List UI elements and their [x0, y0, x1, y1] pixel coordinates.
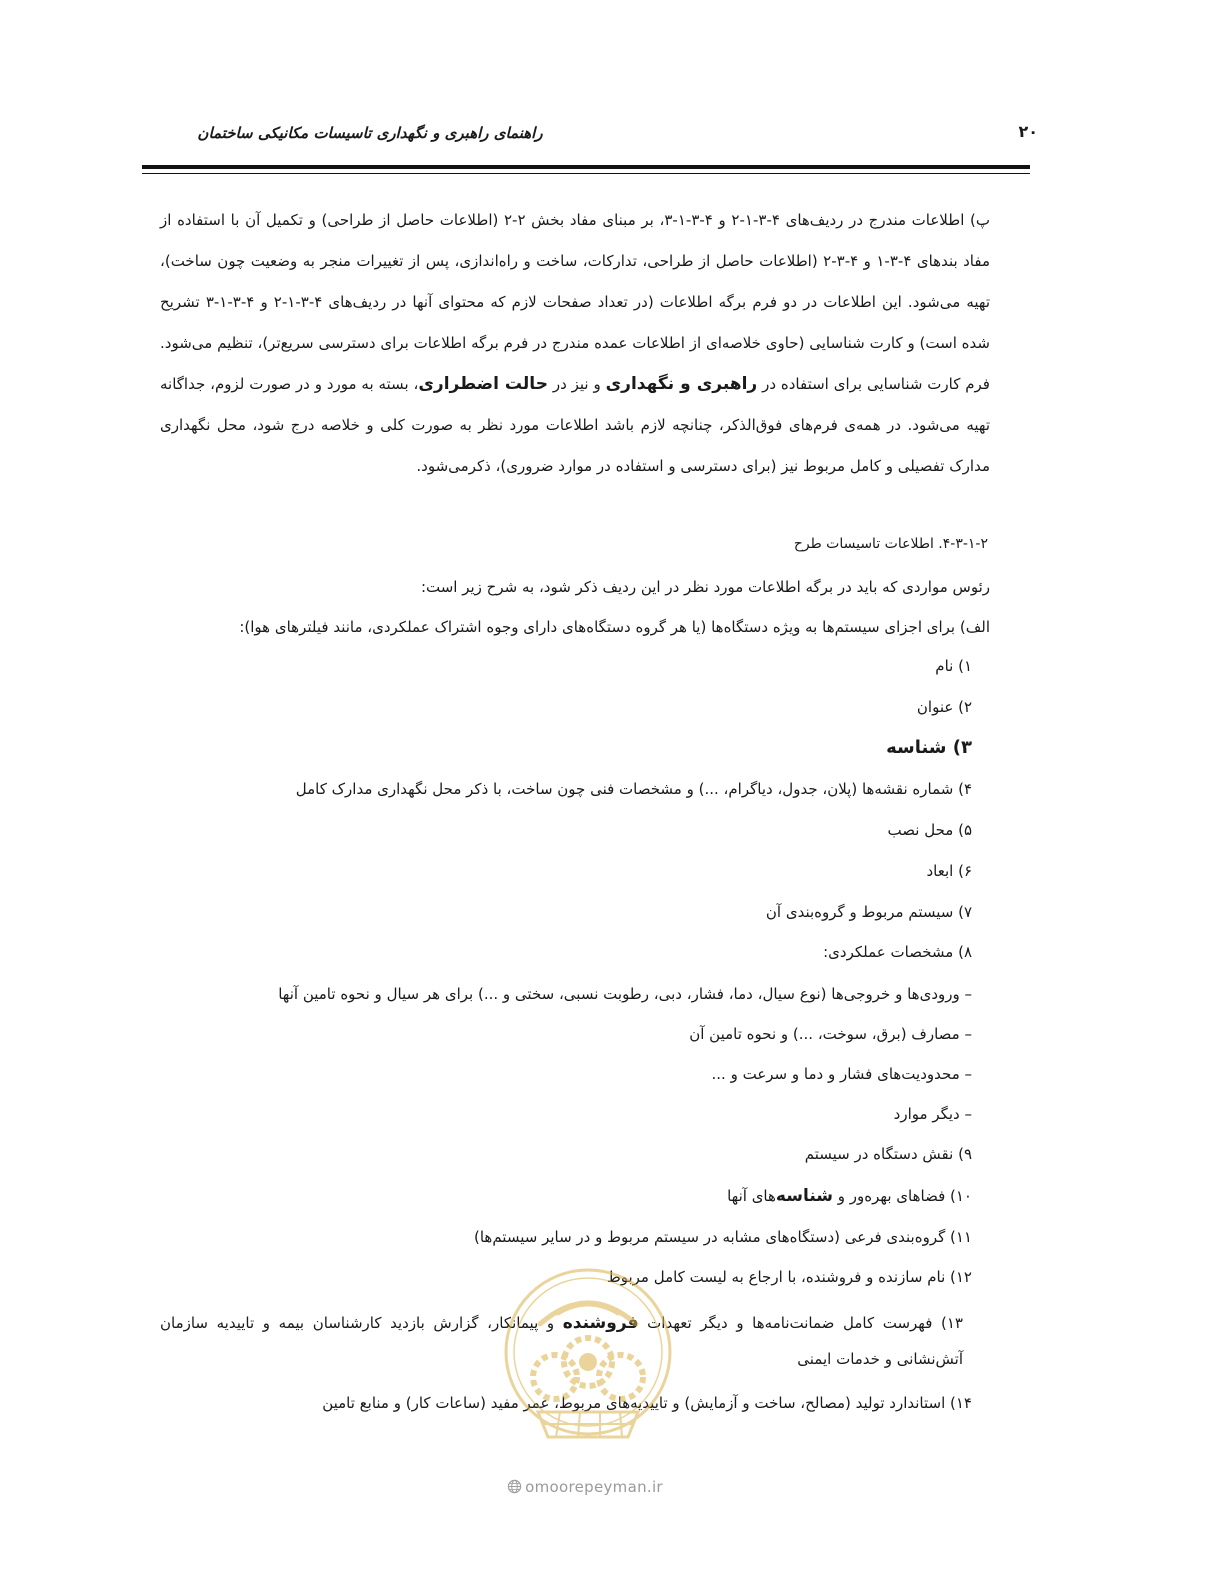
list-item-13-text-a: ۱۳) فهرست کامل ضمانت‌نامه‌ها و دیگر تعهدات [647, 1314, 963, 1332]
list-item-2: ۲) عنوان [916, 698, 972, 716]
body-paragraph [160, 200, 990, 487]
list-item-a: الف) برای اجزای سیستم‌ها به ویژه دستگاه‌ها (یا هر گروه دستگاه‌های دارای وجوه اشتراک عملکردی، مانند فیلترهای هوا): [239, 618, 990, 636]
paragraph-text-2: و نیز در [552, 375, 601, 393]
list-item-13-bold: فروشنده [562, 1313, 639, 1333]
sub-item-limits: – محدودیت‌های فشار و دما و سرعت و ... [711, 1065, 972, 1083]
list-item-8: ۸) مشخصات عملکردی: [823, 943, 972, 961]
list-item-10 [727, 1186, 972, 1206]
globe-icon [507, 1479, 522, 1494]
paragraph-text-3: ، بسته به مورد و در صورت لزوم، جداگانه تهیه می‌شود. در همه‌ی فرم‌های فوق‌الذکر، چنانچه لازم باشد اطلاعات مورد نظر به صورت کلی و خلاصه درج شود، محل نگهداری مدارک تفصیلی و کامل مربوط نیز (برای دسترسی و استفاده در موارد ضروری)، ذکرمی‌شود. [160, 375, 990, 475]
list-item-4: ۴) شماره نقشه‌ها (پلان، جدول، دیاگرام، ...) و مشخصات فنی چون ساخت، با ذکر محل نگهداری مدارک کامل [295, 780, 972, 798]
list-item-10-text-c: ‌های آنها [727, 1187, 776, 1205]
running-header-title: راهنمای راهبری و نگهداری تاسیسات مکانیکی ساختمان [197, 124, 543, 142]
watermark-site-text: omoorepeyman.ir [525, 1478, 663, 1496]
list-item-7: ۷) سیستم مربوط و گروه‌بندی آن [765, 903, 972, 921]
list-item-14: ۱۴) استاندارد تولید (مصالح، ساخت و آزمایش) و تاییدیه‌های مربوط، عمر مفید (ساعات کار) و منابع تامین [322, 1394, 972, 1412]
section-heading: ۴-۳-۱-۲. اطلاعات تاسیسات طرح [793, 536, 988, 552]
list-item-13-text-c: و پیمانکار، گزارش بازدید کارشناسان بیمه و تاییدیه سازمان آتش‌نشانی و خدمات ایمنی [160, 1314, 963, 1368]
paragraph-text-1: پ) اطلاعات مندرج در ردیف‌های ۴-۳-۱-۲ و ۴-۳-۱-۳، بر مبنای مفاد بخش ۲-۲ (اطلاعات حاصل از طراحی) و تکمیل آن با استفاده از مفاد بندهای ۴-۳-۱ و ۴-۳-۲ (اطلاعات حاصل از طراحی، تدارکات، ساخت و راه‌اندازی، پس از تغییرات منجر به وضعیت چون ساخت)، تهیه می‌شود. این اطلاعات در دو فرم برگه اطلاعات (در تعداد صفحات لازم که محتوای آنها در ردیف‌های ۴-۳-۱-۲ و ۴-۳-۱-۳ تشریح شده است) و کارت شناسایی (حاوی خلاصه‌ای از اطلاعات عمده مندرج در فرم برگه اطلاعات برای دسترسی سریع‌تر)، تنظیم می‌شود. فرم کارت شناسایی برای استفاده در [160, 211, 991, 393]
list-item-10-bold: شناسه [775, 1186, 833, 1206]
list-item-11: ۱۱) گروه‌بندی فرعی (دستگاه‌های مشابه در سیستم مربوط و در سایر سیستم‌ها) [473, 1228, 972, 1246]
sub-item-other: – دیگر موارد [893, 1105, 972, 1123]
list-item-13 [160, 1305, 963, 1377]
bold-term-emergency: حالت اضطراری [418, 374, 548, 394]
list-item-9: ۹) نقش دستگاه در سیستم [804, 1145, 972, 1163]
sub-item-consumption: – مصارف (برق، سوخت، ...) و نحوه تامین آن [689, 1025, 972, 1043]
watermark-site [470, 1478, 700, 1496]
list-item-5: ۵) محل نصب [887, 821, 972, 839]
bold-term-operation-maintenance: راهبری و نگهداری [605, 374, 758, 394]
list-item-1: ۱) نام [935, 657, 972, 675]
list-item-12: ۱۲) نام سازنده و فروشنده، با ارجاع به لیست کامل مربوط [606, 1268, 972, 1286]
list-item-6: ۶) ابعاد [926, 862, 972, 880]
intro-line: رئوس مواردی که باید در برگه اطلاعات مورد نظر در این ردیف ذکر شود، به شرح زیر است: [420, 578, 990, 596]
page-number: ۲۰ [1018, 122, 1038, 141]
list-item-3: ۳) شناسه [886, 737, 972, 758]
sub-item-inputs-outputs: – ورودی‌ها و خروجی‌ها (نوع سیال، دما، فشار، دبی، رطوبت نسبی، سختی و ...) برای هر سیال و نحوه تامین آنها [278, 985, 972, 1003]
list-item-10-text-a: ۱۰) فضاهای بهره‌ور و [837, 1187, 972, 1205]
header-rule-thick [142, 165, 1030, 169]
header-rule-thin [142, 173, 1030, 174]
